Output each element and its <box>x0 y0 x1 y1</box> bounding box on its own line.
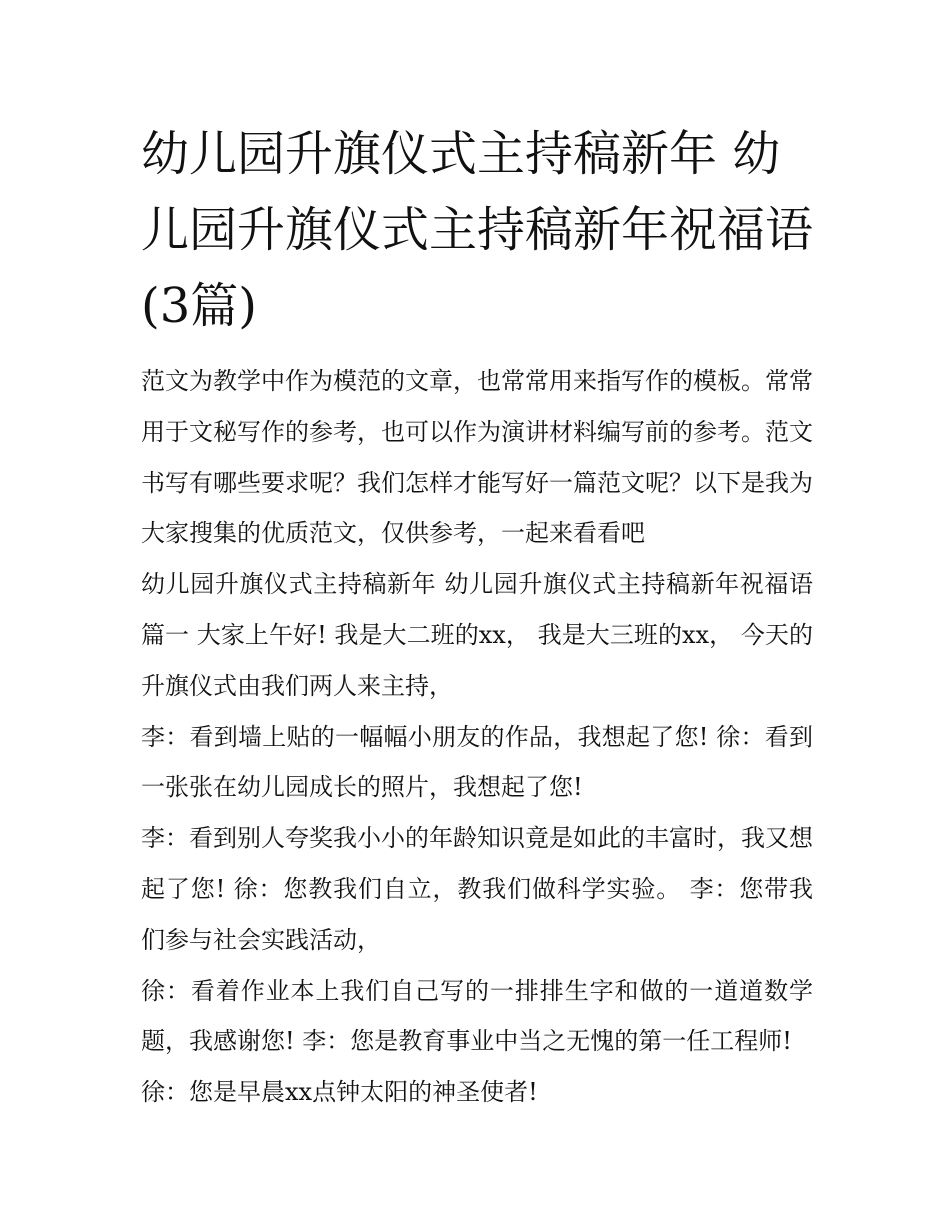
paragraph-opening: 幼儿园升旗仪式主持稿新年 幼儿园升旗仪式主持稿新年祝福语篇一 大家上午好! 我是大二班的xx， 我是大三班的xx， 今天的升旗仪式由我们两人来主持， <box>141 570 813 700</box>
paragraph-intro: 范文为教学中作为模范的文章，也常常用来指写作的模板。常常用于文秘写作的参考，也可以作为演讲材料编写前的参考。范文书写有哪些要求呢？我们怎样才能写好一篇范文呢？以下是我为大家搜集的优质范文，仅供参考，一起来看看吧 <box>141 367 813 548</box>
paragraph-dialogue-2: 李：看到别人夸奖我小小的年龄知识竟是如此的丰富时，我又想起了您! 徐：您教我们自立，教我们做科学实验。 李：您带我们参与社会实践活动， <box>141 824 813 954</box>
document-title: 幼儿园升旗仪式主持稿新年 幼儿园升旗仪式主持稿新年祝福语(3篇) <box>141 126 814 334</box>
paragraph-dialogue-4: 徐：您是早晨xx点钟太阳的神圣使者! <box>141 1078 538 1107</box>
document-body <box>141 116 813 1118</box>
paragraph-dialogue-1: 李：看到墙上贴的一幅幅小朋友的作品，我想起了您! 徐：看到一张张在幼儿园成长的照片，我想起了您! <box>141 722 813 802</box>
paragraph-dialogue-3: 徐：看着作业本上我们自己写的一排排生字和做的一道道数学题，我感谢您! 李：您是教育事业中当之无愧的第一任工程师! <box>141 976 813 1056</box>
